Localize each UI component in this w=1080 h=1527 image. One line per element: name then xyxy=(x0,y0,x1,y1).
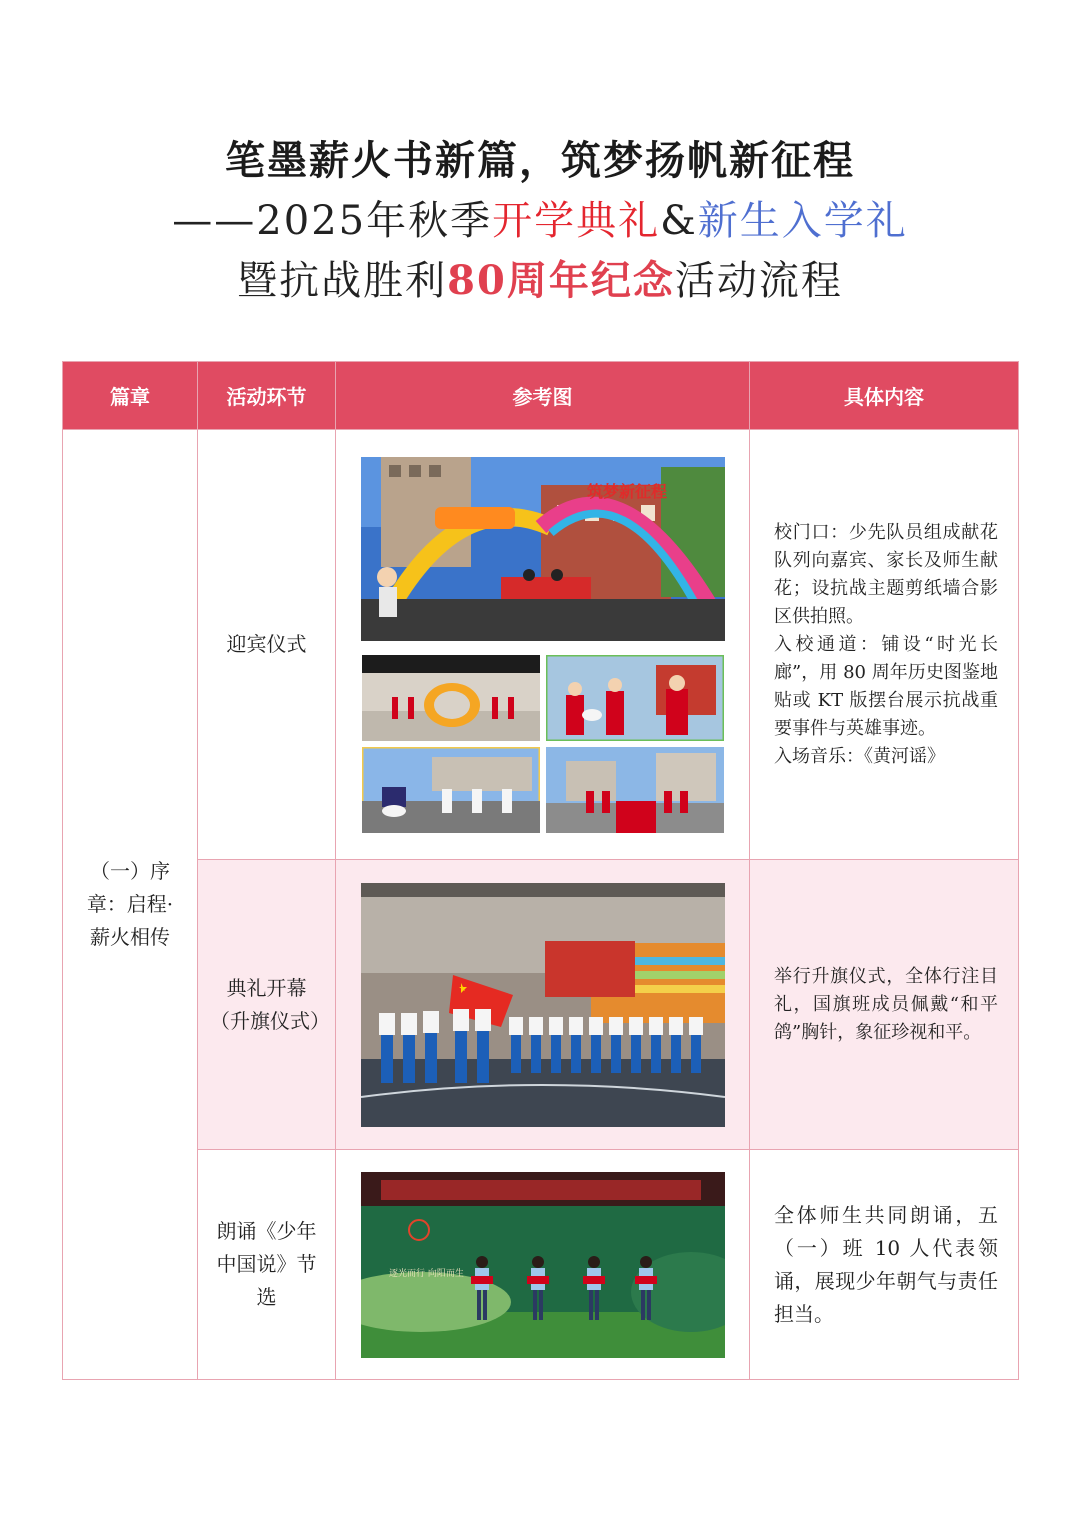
chapter-cell: （一）序章：启程·薪火相传 xyxy=(63,430,198,1380)
corridor-welcome-photo xyxy=(362,655,540,741)
header-step: 活动环节 xyxy=(198,362,336,430)
image-cell-flag-raising xyxy=(336,860,750,1150)
step-recitation: 朗诵《少年中国说》节选 xyxy=(198,1150,336,1380)
step-flag-raising: 典礼开幕（升旗仪式） xyxy=(198,860,336,1150)
image-cell-welcome xyxy=(336,430,750,860)
title-line-2-prefix: ——2025年秋季 xyxy=(172,198,493,244)
school-gate-arch-photo xyxy=(361,457,725,641)
title-line-2 xyxy=(0,192,1080,250)
image-cell-recitation xyxy=(336,1150,750,1380)
student-parade-photo xyxy=(546,747,724,833)
title-ampersand: & xyxy=(660,198,698,244)
arch-banner-text: 筑梦新征程 xyxy=(586,481,667,501)
header-reference-image: 参考图 xyxy=(336,362,750,430)
table-row xyxy=(63,1150,1019,1380)
step-welcome: 迎宾仪式 xyxy=(198,430,336,860)
recitation-stage-photo xyxy=(361,1172,725,1358)
title-highlight-enrollment: 新生入学礼 xyxy=(697,198,908,244)
title-line-3-suffix: 活动流程 xyxy=(674,258,843,304)
title-highlight-anniversary: 80周年纪念 xyxy=(447,257,675,304)
table-row xyxy=(63,430,1019,860)
table-row xyxy=(63,860,1019,1150)
details-recitation: 全体师生共同朗诵，五（一）班 10 人代表领诵，展现少年朝气与责任担当。 xyxy=(750,1150,1019,1380)
welcome-photo-grid xyxy=(362,655,724,833)
band-performance-photo xyxy=(546,655,724,741)
details-flag-raising: 举行升旗仪式，全体行注目礼，国旗班成员佩戴“和平鸽”胸针，象征珍视和平。 xyxy=(750,860,1019,1150)
table-header-row xyxy=(63,362,1019,430)
stage-board-text: 逐光而行 向阳而生 xyxy=(388,1268,464,1279)
title-line-3 xyxy=(0,250,1080,312)
flag-raising-photo xyxy=(361,883,725,1127)
title-line-1: 笔墨薪火书新篇，筑梦扬帆新征程 xyxy=(225,137,855,184)
details-welcome: 校门口：少先队员组成献花队列向嘉宾、家长及师生献花；设抗战主题剪纸墙合影区供拍照。 入校通道：铺设“时光长廊”，用 80 周年历史图鉴地贴或 KT 版摆台展示抗战重要事件与英雄事迹。 入场音乐：《黄河谣》 xyxy=(750,430,1019,860)
activity-flow-table xyxy=(62,361,1019,1380)
title-highlight-opening: 开学典礼 xyxy=(492,198,661,244)
title-line-3-prefix: 暨抗战胜利 xyxy=(237,258,448,304)
drum-team-photo xyxy=(362,747,540,833)
header-chapter: 篇章 xyxy=(63,362,198,430)
header-details: 具体内容 xyxy=(750,362,1019,430)
document-title xyxy=(0,130,1080,312)
